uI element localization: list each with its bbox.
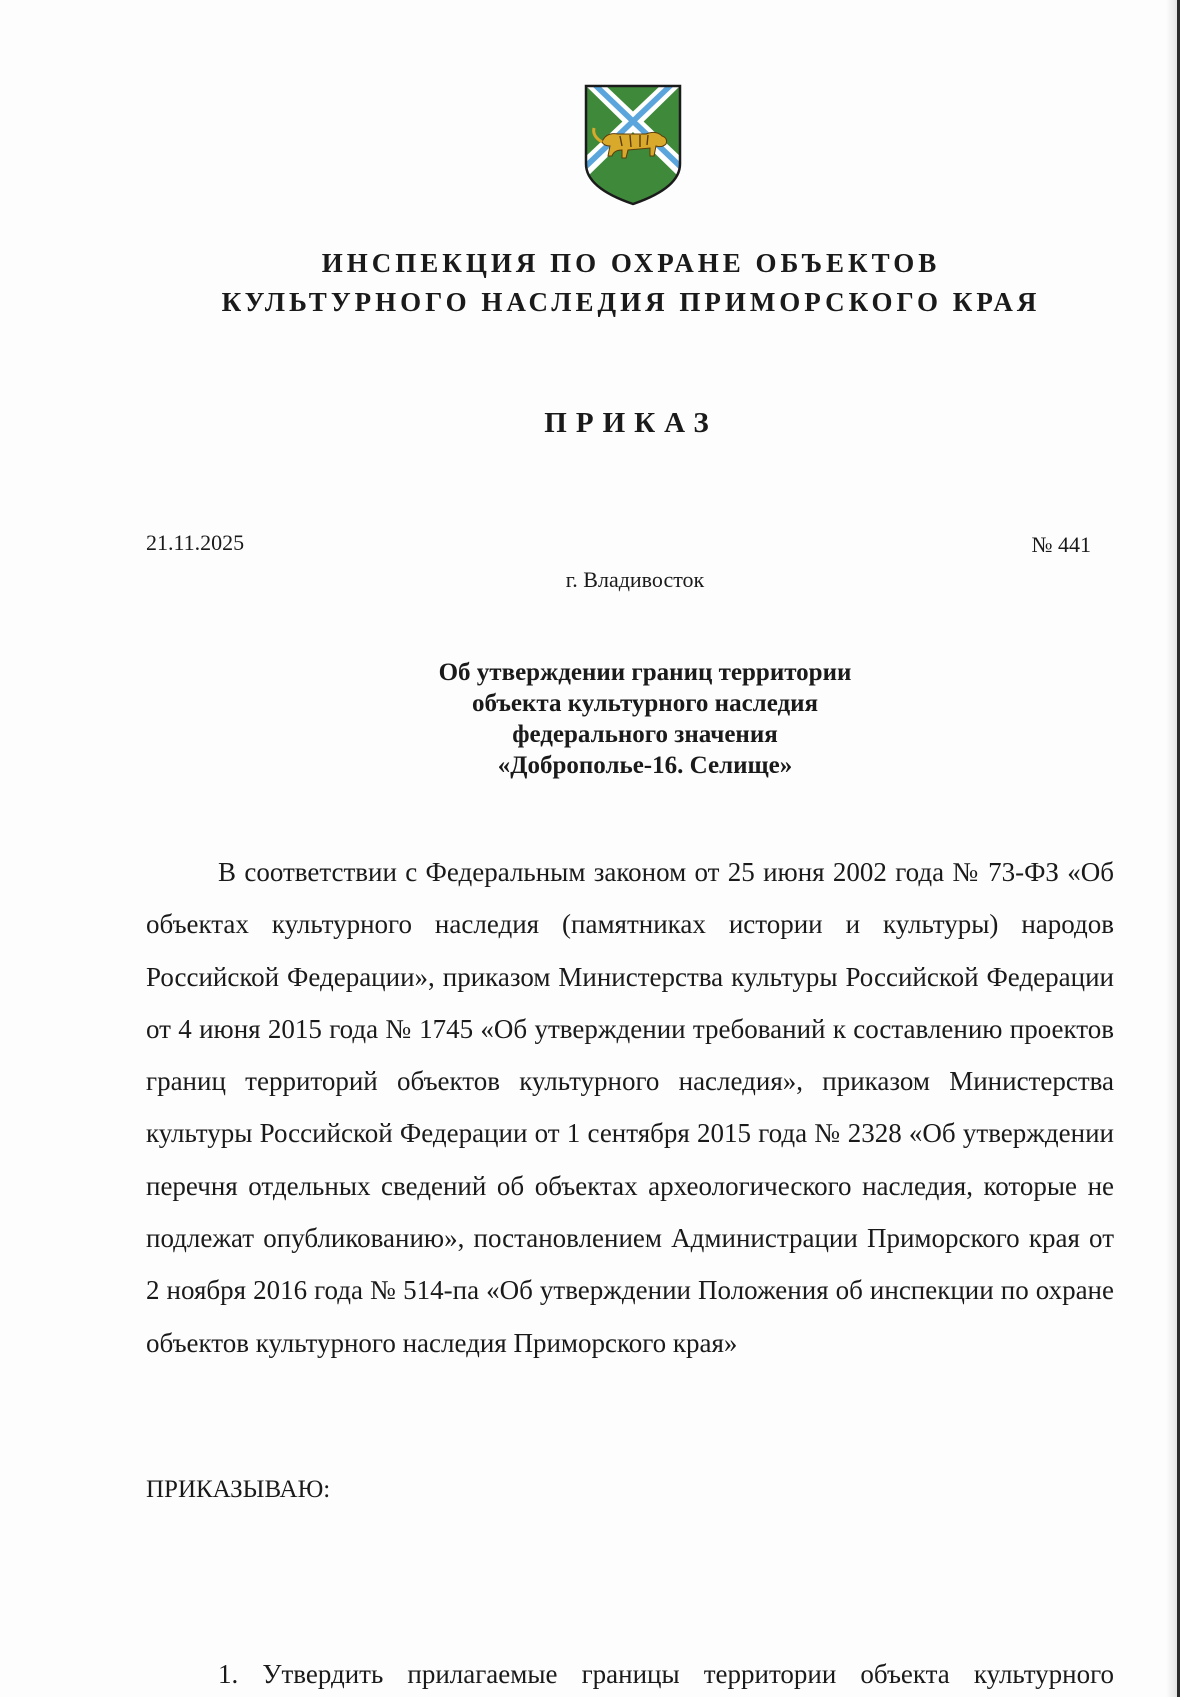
order-subject	[0, 657, 1200, 781]
order-directive-word: ПРИКАЗЫВАЮ:	[146, 1476, 331, 1503]
order-preamble	[146, 846, 1114, 1369]
order-date: 21.11.2025	[146, 530, 245, 555]
scan-edge	[1177, 0, 1180, 1697]
scan-shadow	[1166, 0, 1177, 1697]
preamble-paragraph: В соответствии с Федеральным законом от 25 июня 2002 года № 73-ФЗ «Об объектах культурного наследия (памятниках истории и культуры) народов Российской Федерации», приказом Министерства культуры Российской Федерации от 4 июня 2015 года № 1745 «Об утверждении требований к составлению проектов границ территорий объектов культурного наследия», приказом Министерства культуры Российской Федерации от 1 сентября 2015 года № 2328 «Об утверждении перечня отдельных сведений об объектах археологического наследия, которые не подлежат опубликованию», постановлением Администрации Приморского края от 2 ноября 2016 года № 514-па «Об утверждении Положения об инспекции по охране объектов культурного наследия Приморского края»	[146, 857, 1114, 1358]
order-city: г. Владивосток	[565, 567, 705, 592]
subject-line3: федерального значения	[512, 721, 778, 748]
agency-name-line1: ИНСПЕКЦИЯ ПО ОХРАНЕ ОБЪЕКТОВ	[321, 248, 941, 278]
subject-line1: Об утверждении границ территории	[438, 659, 852, 686]
subject-line2: объекта культурного наследия	[471, 690, 819, 717]
document-type-title: ПРИКАЗ	[544, 407, 718, 439]
order-number: № 441	[1031, 532, 1091, 557]
agency-name-line2: КУЛЬТУРНОГО НАСЛЕДИЯ ПРИМОРСКОГО КРАЯ	[221, 287, 1041, 317]
subject-line4: «Доброполье-16. Селище»	[497, 752, 793, 779]
order-item-1: 1. Утвердить прилагаемые границы территории объекта культурного	[218, 1659, 1114, 1689]
coat-of-arms-icon	[584, 84, 682, 206]
